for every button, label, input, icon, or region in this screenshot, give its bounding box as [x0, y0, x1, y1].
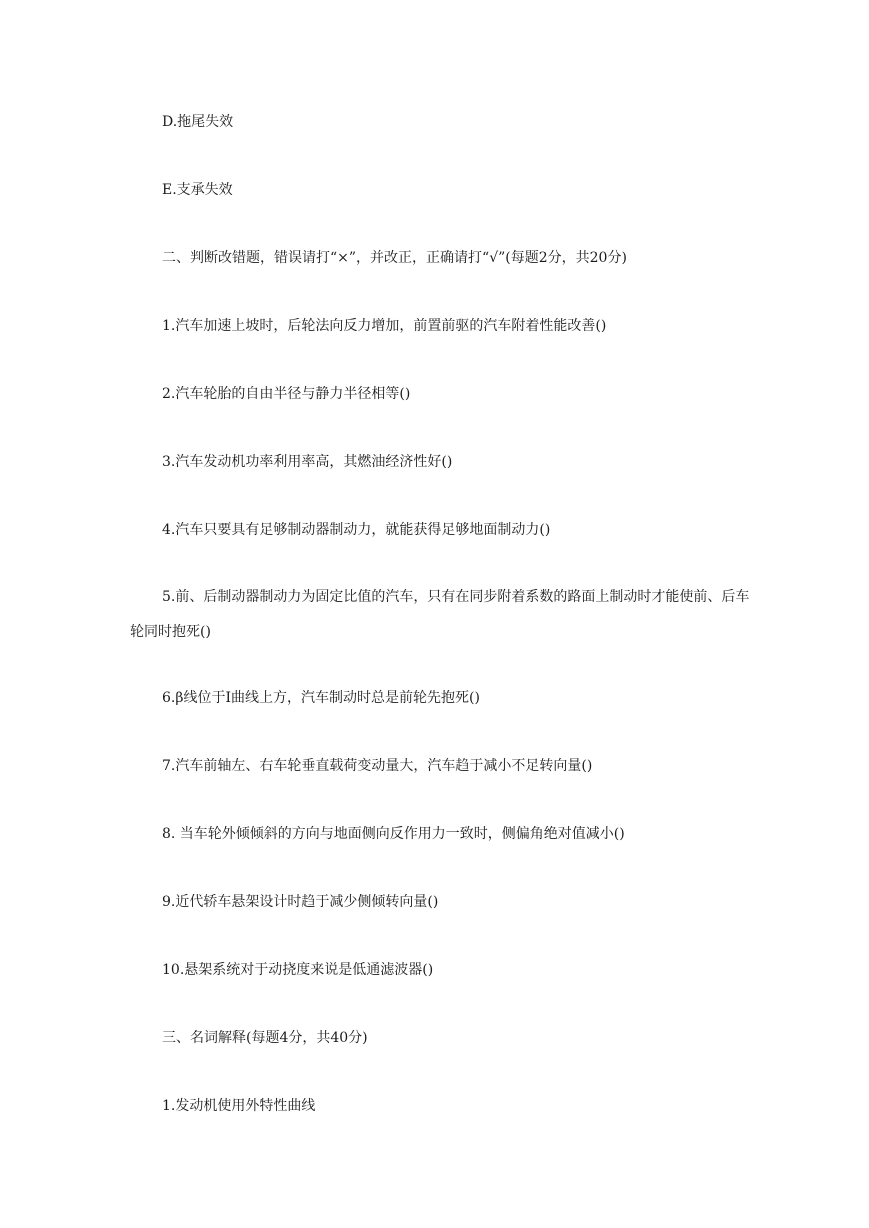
question-6: 6.β线位于I曲线上方，汽车制动时总是前轮先抱死()	[162, 690, 480, 706]
question-3: 3.汽车发动机功率利用率高，其燃油经济性好()	[162, 454, 453, 470]
question-7: 7.汽车前轴左、右车轮垂直载荷变动量大，汽车趋于减小不足转向量()	[162, 758, 593, 774]
option-d: D.拖尾失效	[162, 114, 234, 130]
question-5: 5.前、后制动器制动力为固定比值的汽车，只有在同步附着系数的路面上制动时才能使前、后车轮同时抱死()	[130, 589, 750, 640]
question-2: 2.汽车轮胎的自由半径与静力半径相等()	[162, 386, 411, 402]
question-1: 1.汽车加速上坡时，后轮法向反力增加，前置前驱的汽车附着性能改善()	[162, 318, 607, 334]
definition-1: 1.发动机使用外特性曲线	[162, 1098, 316, 1114]
option-e: E.支承失效	[162, 182, 233, 198]
question-4: 4.汽车只要具有足够制动器制动力，就能获得足够地面制动力()	[162, 522, 551, 538]
section-heading-definitions: 三、名词解释(每题4分，共40分)	[162, 1030, 368, 1046]
question-8: 8. 当车轮外倾倾斜的方向与地面侧向反作用力一致时，侧偏角绝对值减小()	[162, 826, 625, 842]
question-9: 9.近代轿车悬架设计时趋于减少侧倾转向量()	[162, 894, 439, 910]
section-heading-true-false: 二、判断改错题，错误请打“×”，并改正，正确请打“√”(每题2分，共20分)	[162, 250, 627, 266]
question-10: 10.悬架系统对于动挠度来说是低通滤波器()	[162, 962, 434, 978]
